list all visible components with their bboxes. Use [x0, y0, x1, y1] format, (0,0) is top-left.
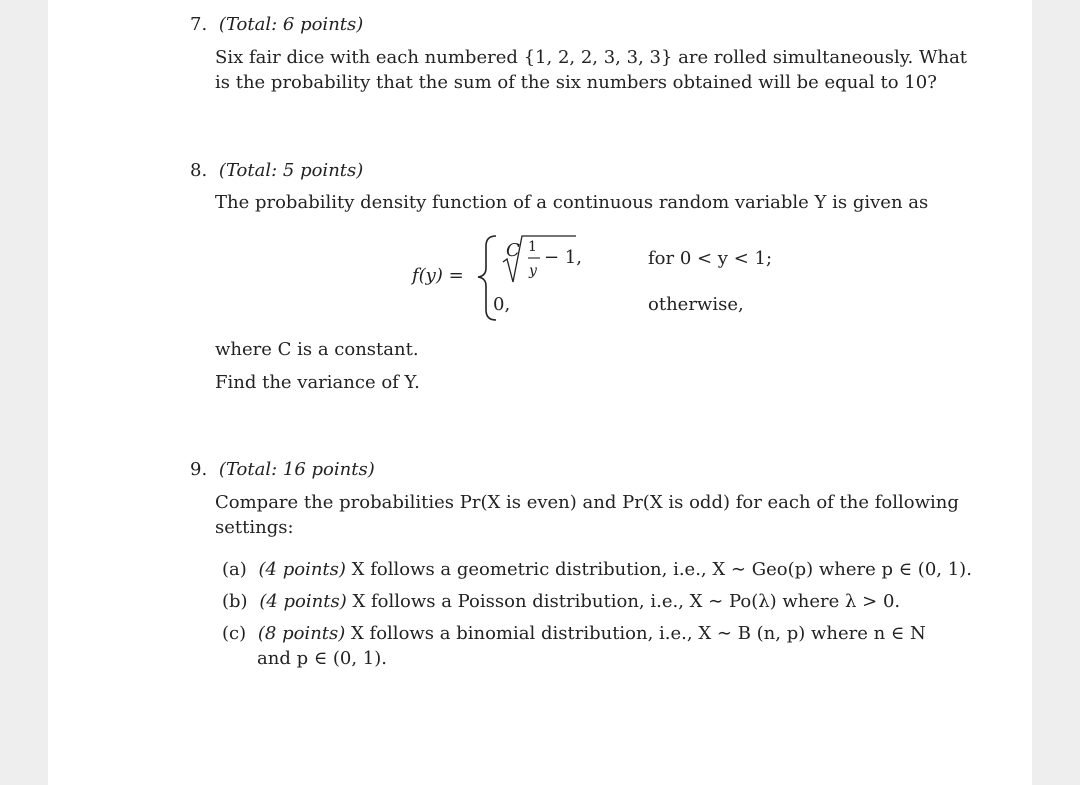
question-8-intro: The probability density function of a continuous random variable Y is given as: [215, 192, 929, 213]
question-8-number: 8.: [190, 160, 208, 181]
question-8-where: where C is a constant.: [215, 339, 419, 360]
pdf-formula: [408, 232, 773, 324]
part-text: X follows a binomial distribution, i.e., X ∼ B (n, p) where n ∈ N: [351, 623, 926, 644]
question-9-part-c-line-2: and p ∈ (0, 1).: [257, 648, 387, 669]
part-label: (a): [222, 559, 247, 580]
case1-tail: − 1,: [544, 247, 582, 268]
question-9-number: 9.: [190, 459, 208, 480]
exam-page: [48, 0, 1032, 785]
case1-denominator: y: [529, 263, 537, 279]
part-label: (c): [222, 623, 247, 644]
part-text: X follows a geometric distribution, i.e., X ∼ Geo(p) where p ∈ (0, 1).: [351, 559, 972, 580]
question-9-points: (Total: 16 points): [218, 459, 375, 480]
case1-coefficient: C: [506, 240, 520, 261]
question-9-header: [190, 458, 375, 482]
question-9-part-a: [222, 558, 972, 582]
question-7-header: [190, 13, 363, 37]
formula-lhs: f(y) =: [412, 265, 464, 286]
part-points: (8 points): [257, 623, 346, 644]
question-9-intro-2: settings:: [215, 517, 294, 538]
question-9-intro-1: Compare the probabilities Pr(X is even) and Pr(X is odd) for each of the following: [215, 492, 959, 513]
part-label: (b): [222, 591, 248, 612]
part-text: X follows a Poisson distribution, i.e., X ∼ Po(λ) where λ > 0.: [352, 591, 901, 612]
case1-numerator: 1: [528, 239, 537, 255]
question-8-points: (Total: 5 points): [218, 160, 364, 181]
part-points: (4 points): [258, 559, 346, 580]
question-7-number: 7.: [190, 14, 208, 35]
question-9-part-b: [222, 590, 900, 614]
question-7-line-1: Six fair dice with each numbered {1, 2, 2, 3, 3, 3} are rolled simultaneously. What: [215, 47, 968, 68]
case1-condition: for 0 < y < 1;: [648, 248, 773, 269]
part-points: (4 points): [259, 591, 347, 612]
question-8-task: Find the variance of Y.: [215, 372, 420, 393]
question-9-part-c: [222, 622, 926, 646]
question-8-header: [190, 159, 363, 183]
question-7-line-2: is the probability that the sum of the six numbers obtained will be equal to 10?: [215, 72, 937, 93]
case2-condition: otherwise,: [648, 294, 744, 315]
question-7-points: (Total: 6 points): [218, 14, 364, 35]
case2-value: 0,: [493, 294, 511, 315]
